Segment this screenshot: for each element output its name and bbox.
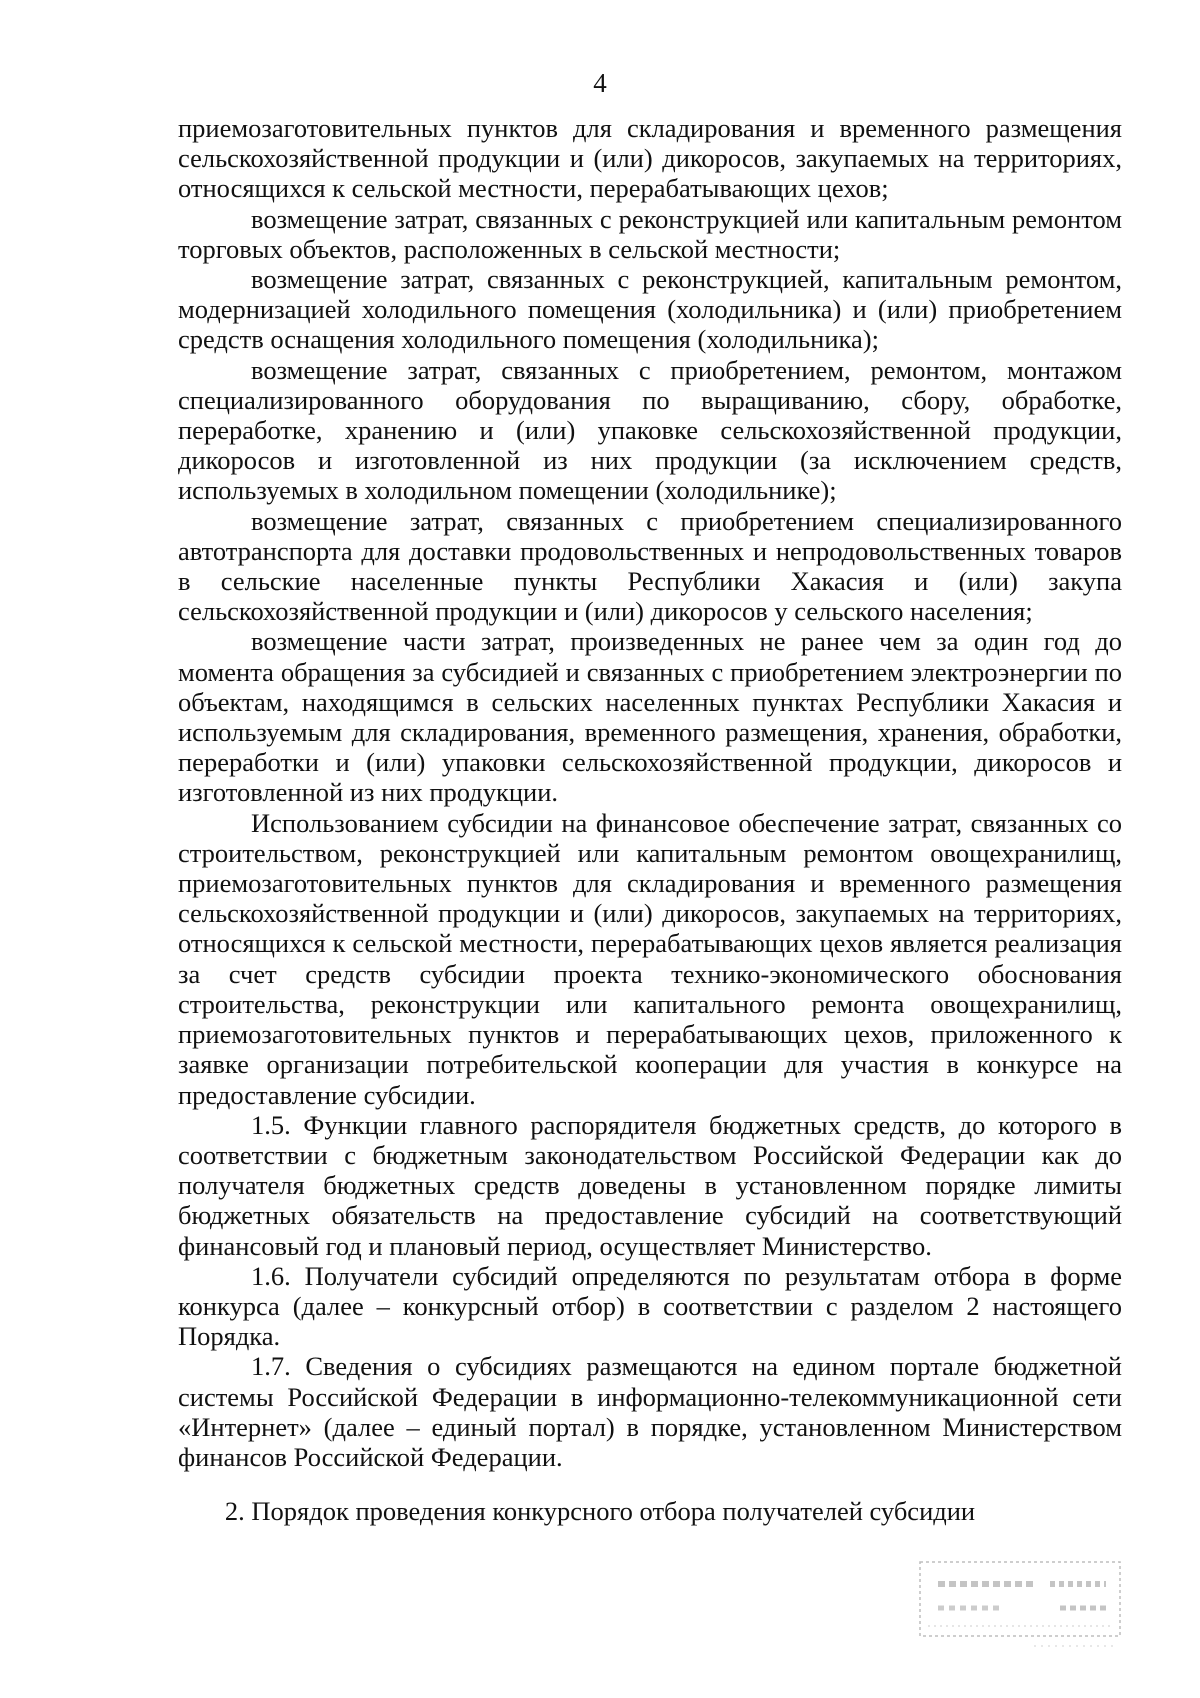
paragraph-vehicles: возмещение затрат, связанных с приобретением специализированного автотранспорта для доставки продовольственных и непродовольственных товаров в сельские населенные пункты Республики Хакасия и (или) закупа сельскохозяйственной продукции и (или) дикоросов у сельского населения; [178, 505, 1122, 627]
electronic-signature-stamp [914, 1556, 1126, 1656]
paragraph-equipment: возмещение затрат, связанных с приобретением, ремонтом, монтажом специализированного оборудования по выращиванию, сбору, обработке, переработке, хранению и (или) упаковке сельскохозяйственной продукции, дикоросов и изготовленной из них продукции (за исключением средств, используемых в холодильном помещении (холодильнике); [178, 354, 1122, 506]
paragraph-electricity: возмещение части затрат, произведенных не ранее чем за один год до момента обращения за субсидией и связанных с приобретением электроэнергии по объектам, находящимся в сельских населенных пунктах Республики Хакасия и используемым для складирования, временного размещения, хранения, обработки, переработки и (или) упаковки сельскохозяйственной продукции, дикоросов и изготовленной из них продукции. [178, 626, 1122, 808]
paragraph-1-7: 1.7. Сведения о субсидиях размещаются на едином портале бюджетной системы Российской Федерации в информационно-телекоммуникационной сети «Интернет» (далее – единый портал) в порядке, установленном Министерством финансов Российской Федерации. [178, 1351, 1122, 1472]
paragraph-continuation: приемозаготовительных пунктов для складирования и временного размещения сельскохозяйственной продукции и (или) дикоросов, закупаемых на территориях, относящихся к сельской местности, перерабатывающих цехов; [178, 113, 1122, 204]
paragraph-trade-objects: возмещение затрат, связанных с реконструкцией или капитальным ремонтом торговых объектов, расположенных в сельской местности; [178, 203, 1122, 264]
section-heading: 2. Порядок проведения конкурсного отбора получателей субсидии [224, 1496, 976, 1526]
paragraph-1-5: 1.5. Функции главного распорядителя бюджетных средств, до которого в соответствии с бюджетным законодательством Российской Федерации как до получателя бюджетных средств доведены в установленном порядке лимиты бюджетных обязательств на предоставление субсидий на соответствующий финансовый год и плановый период, осуществляет Министерство. [178, 1109, 1122, 1261]
document-body [178, 113, 1122, 1472]
page-number: 4 [593, 68, 607, 98]
paragraph-refrigeration: возмещение затрат, связанных с реконструкцией, капитальным ремонтом, модернизацией холодильного помещения (холодильника) и (или) приобретением средств оснащения холодильного помещения (холодильника); [178, 264, 1122, 355]
paragraph-subsidy-usage: Использованием субсидии на финансовое обеспечение затрат, связанных со строительством, реконструкцией или капитальным ремонтом овощехранилищ, приемозаготовительных пунктов для складирования и временного размещения сельскохозяйственной продукции и (или) дикоросов, закупаемых на территориях, относящихся к сельской местности, перерабатывающих цехов является реализация за счет средств субсидии проекта технико-экономического обоснования строительства, реконструкции или капитального ремонта овощехранилищ, приемозаготовительных пунктов и перерабатывающих цехов, приложенного к заявке организации потребительской кооперации для участия в конкурсе на предоставление субсидии. [178, 807, 1122, 1110]
paragraph-1-6: 1.6. Получатели субсидий определяются по результатам отбора в форме конкурса (далее – конкурсный отбор) в соответствии с разделом 2 настоящего Порядка. [178, 1260, 1122, 1352]
